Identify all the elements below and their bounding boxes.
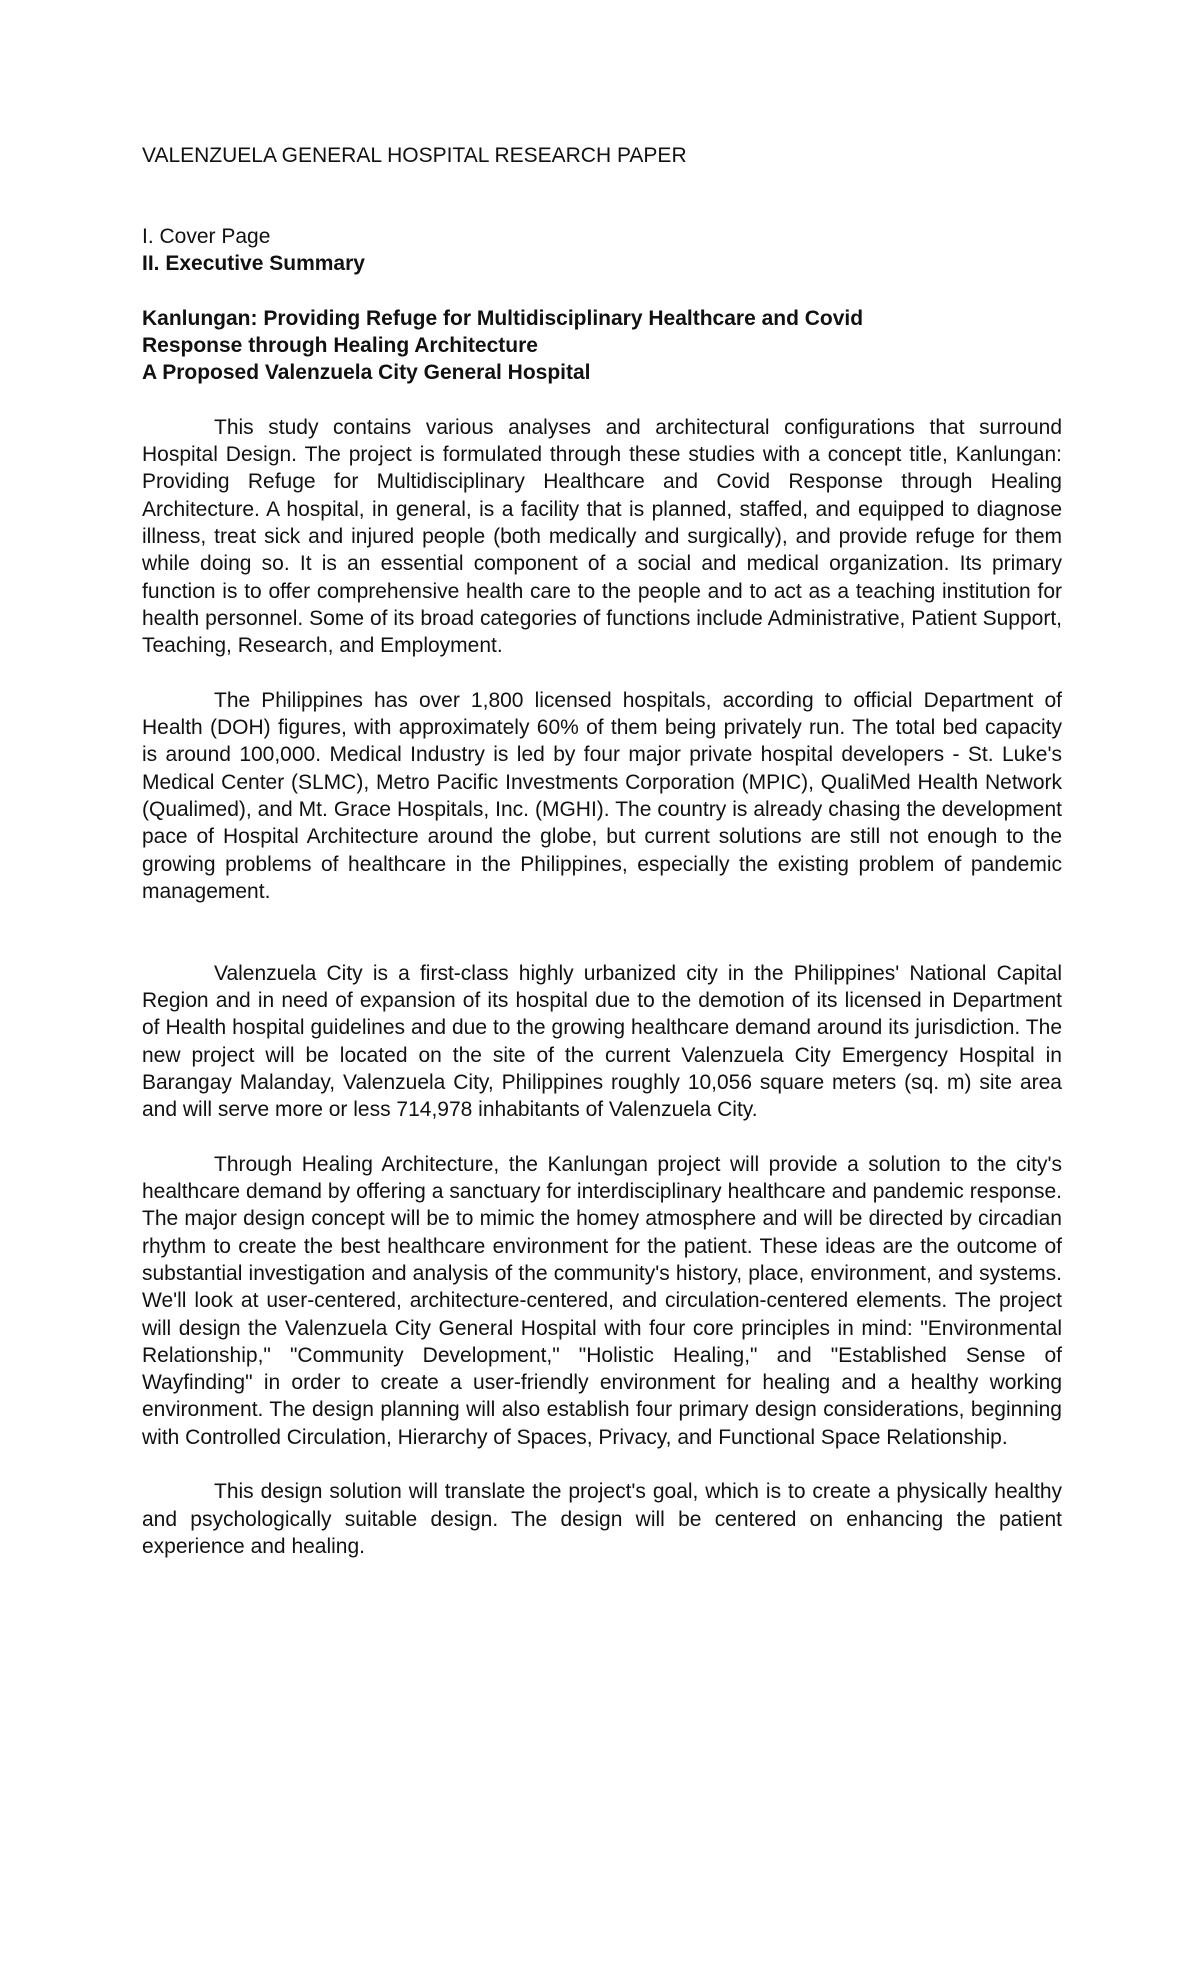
paragraph-philippine-hospitals: The Philippines has over 1,800 licensed hospitals, according to official Department of Health (DOH) figures, with approximately 60% of them being privately run. The total bed capacity is around 100,000. Medical Industry is led by four major private hospital developers - St. Luke's Medical Center (SLMC), Metro Pacific Investments Corporation (MPIC), QualiMed Health Network (Qualimed), and Mt. Grace Hospitals, Inc. (MGHI). The country is already chasing the development pace of Hospital Architecture around the globe, but current solutions are still not enough to the growing problems of healthcare in the Philippines, especially the existing problem of pandemic management. [142, 688, 1062, 903]
paragraph-study-overview: This study contains various analyses and architectural configurations that surround Hospital Design. The project is formulated through these studies with a concept title, Kanlungan: Providing Refuge for Multidisciplinary Healthcare and Covid Response through Healing Architecture. A hospital, in general, is a facility that is planned, staffed, and equipped to diagnose illness, treat sick and injured people (both medically and surgically), and provide refuge for them while doing so. It is an essential component of a social and medical organization. Its primary function is to offer comprehensive health care to the people and to act as a teaching institution for health personnel. Some of its broad categories of functions include Administrative, Patient Support, Teaching, Research, and Employment. [142, 415, 1062, 658]
paragraph-valenzuela-city: Valenzuela City is a first-class highly urbanized city in the Philippines' National Capital Region and in need of expansion of its hospital due to the demotion of its licensed in Department of Health hospital guidelines and due to the growing healthcare demand around its jurisdiction. The new project will be located on the site of the current Valenzuela City Emergency Hospital in Barangay Malanday, Valenzuela City, Philippines roughly 10,056 square meters (sq. m) site area and will serve more or less 714,978 inhabitants of Valenzuela City. [142, 961, 1062, 1122]
table-of-contents [142, 223, 1062, 278]
page-content [142, 142, 1062, 1560]
paragraph-healing-architecture: Through Healing Architecture, the Kanlungan project will provide a solution to the city's healthcare demand by offering a sanctuary for interdisciplinary healthcare and pandemic response. The major design concept will be to mimic the homey atmosphere and will be directed by circadian rhythm to create the best healthcare environment for the patient. These ideas are the outcome of substantial investigation and analysis of the community's history, place, environment, and systems. We'll look at user-centered, architecture-centered, and circulation-centered elements. The project will design the Valenzuela City General Hospital with four core principles in mind: "Environmental Relationship," "Community Development," "Holistic Healing," and "Established Sense of Wayfinding" in order to create a user-friendly environment for healing and a healthy working environment. The design planning will also establish four primary design considerations, beginning with Controlled Circulation, Hierarchy of Spaces, Privacy, and Functional Space Relationship. [142, 1152, 1062, 1449]
executive-summary-heading [142, 305, 1062, 387]
toc-item-executive-summary: II. Executive Summary [142, 252, 365, 276]
document-title: VALENZUELA GENERAL HOSPITAL RESEARCH PAPER [142, 144, 687, 167]
paragraph-design-solution: This design solution will translate the project's goal, which is to create a physically healthy and psychologically suitable design. The design will be centered on enhancing the patient experience and healing. [142, 1480, 1062, 1558]
toc-item-cover-page: I. Cover Page [142, 225, 271, 248]
heading-line: A Proposed Valenzuela City General Hospital [142, 361, 591, 385]
heading-line: Kanlungan: Providing Refuge for Multidisciplinary Healthcare and Covid [142, 306, 864, 330]
heading-line: Response through Healing Architecture [142, 333, 538, 357]
